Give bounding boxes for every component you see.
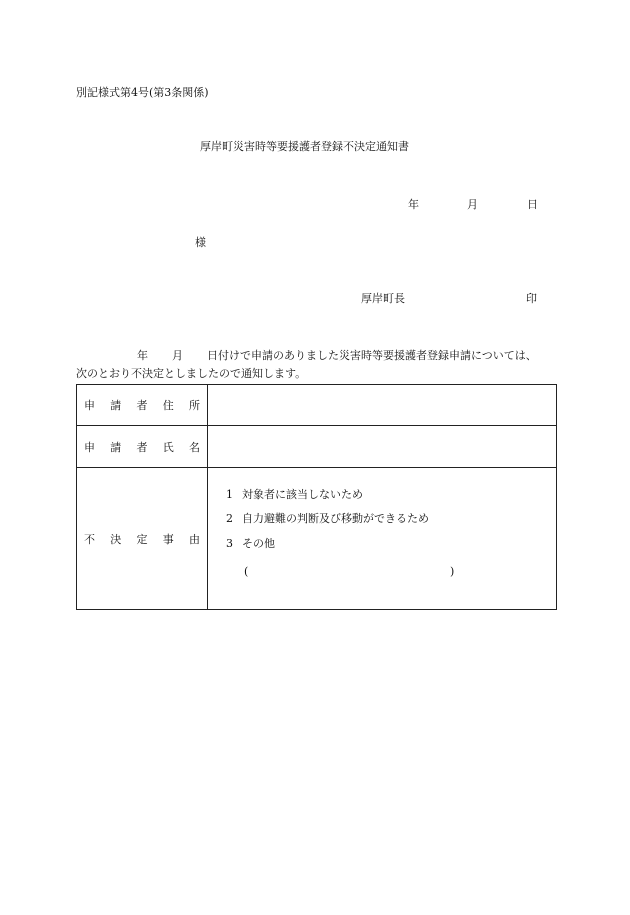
label-char: 請 xyxy=(110,440,122,454)
reason-row xyxy=(77,468,557,610)
body-text-line1: 日付けで申請のありました災害時等要援護者登録申請については、 xyxy=(207,349,537,362)
name-label-cell xyxy=(77,426,208,468)
label-char: 定 xyxy=(136,532,148,546)
name-row xyxy=(77,426,557,468)
notice-form-table xyxy=(76,384,557,610)
name-label xyxy=(77,439,207,455)
label-char: 住 xyxy=(162,399,174,412)
label-char: 氏 xyxy=(162,440,174,454)
reason-number: 1 xyxy=(226,488,233,501)
other-reason-open-paren: ( xyxy=(244,565,249,578)
address-label-cell xyxy=(77,385,208,426)
label-char: 者 xyxy=(136,399,148,412)
body-text-line2: 次のとおり不決定としましたので通知します。 xyxy=(76,367,307,380)
reason-text: その他 xyxy=(242,537,275,550)
label-char: 申 xyxy=(84,440,95,454)
reason-list xyxy=(208,468,556,609)
label-char: 名 xyxy=(189,440,200,454)
reason-text: 対象者に該当しないため xyxy=(242,488,363,501)
body-year-label: 年 xyxy=(137,349,148,362)
label-char: 者 xyxy=(136,440,148,454)
date-year-label: 年 xyxy=(408,198,419,211)
reason-option-1[interactable] xyxy=(226,489,363,500)
label-char: 所 xyxy=(189,399,200,412)
reason-text: 自力避難の判断及び移動ができるため xyxy=(242,512,429,525)
issuer-name: 厚岸町長 xyxy=(361,292,405,305)
label-char: 不 xyxy=(84,532,95,546)
reason-option-3[interactable] xyxy=(226,538,275,549)
label-char: 申 xyxy=(84,399,95,412)
reason-number: 3 xyxy=(226,537,233,550)
label-char: 事 xyxy=(162,532,174,546)
form-number-label: 別記様式第4号(第3条関係) xyxy=(76,86,209,99)
name-value-cell[interactable] xyxy=(208,426,557,468)
reason-number: 2 xyxy=(226,512,233,525)
label-char: 請 xyxy=(110,399,122,412)
reason-option-2[interactable] xyxy=(226,513,429,524)
seal-mark: 印 xyxy=(526,292,537,305)
reason-label-cell xyxy=(77,468,208,610)
date-day-label: 日 xyxy=(527,198,538,211)
other-reason-close-paren: ) xyxy=(450,565,455,578)
document-title: 厚岸町災害時等要援護者登録不決定通知書 xyxy=(200,140,409,153)
label-char: 決 xyxy=(110,532,122,546)
date-month-label: 月 xyxy=(467,198,478,211)
label-char: 由 xyxy=(189,532,200,546)
body-month-label: 月 xyxy=(172,349,183,362)
reason-value-cell xyxy=(208,468,557,610)
address-label xyxy=(77,397,207,413)
addressee-suffix: 様 xyxy=(195,236,206,249)
address-row xyxy=(77,385,557,426)
reason-label xyxy=(77,531,207,547)
address-value-cell[interactable] xyxy=(208,385,557,426)
